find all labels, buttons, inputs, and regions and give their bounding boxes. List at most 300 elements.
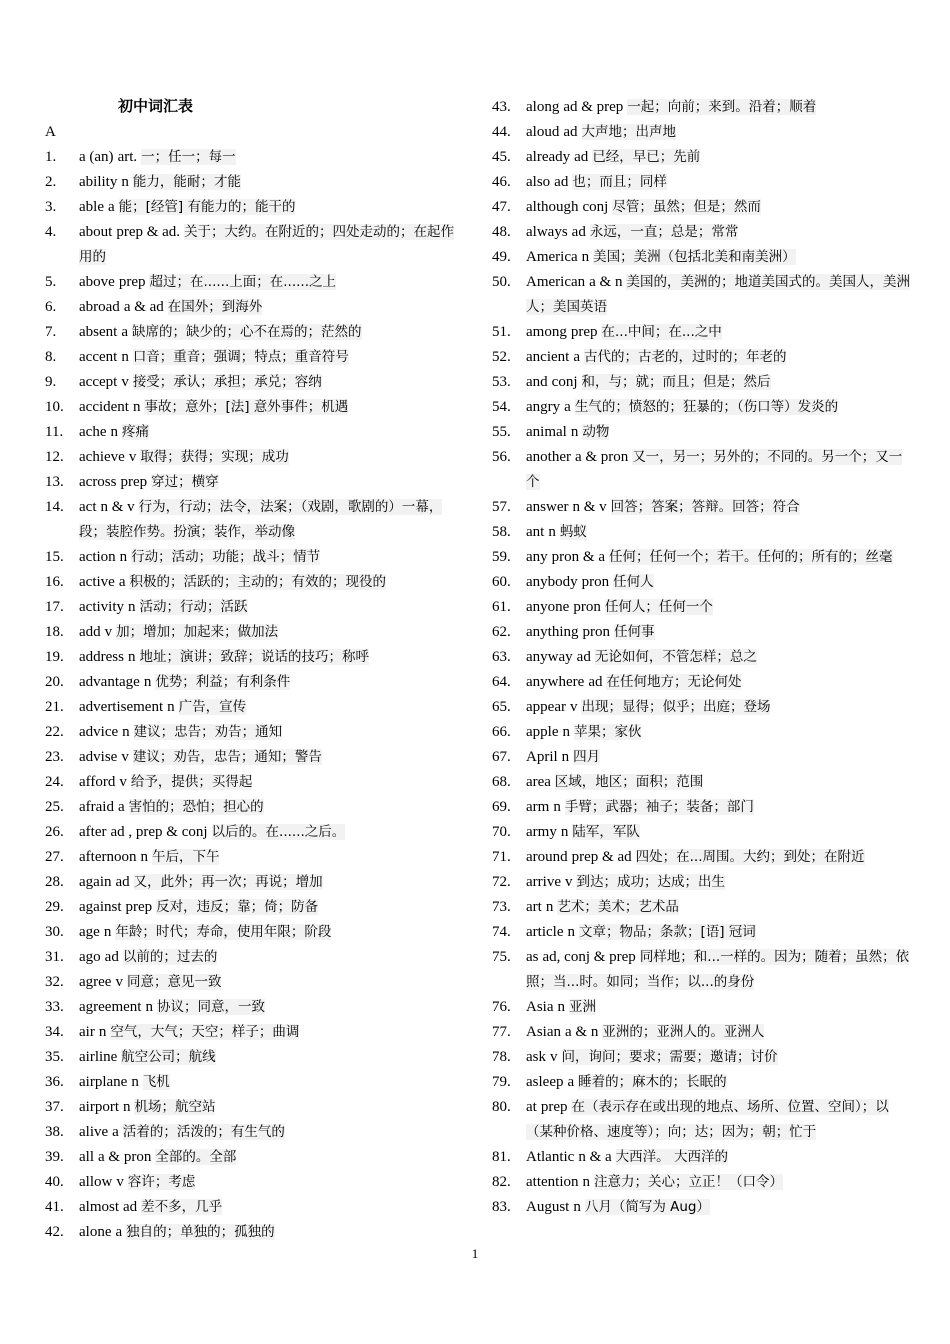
entry-definition: 陆军，军队 xyxy=(572,824,640,840)
entry-definition: 超过；在......上面；在......之上 xyxy=(149,274,336,290)
entry-definition: 回答；答案；答辩。回答；符合 xyxy=(610,499,800,515)
entry-number: 6. xyxy=(45,299,57,315)
entry-definition: 在（表示存在或出现的地点、场所、位置、空间）；以（某种价格、速度等）；向；达；因为；朝；忙于 xyxy=(526,1099,889,1140)
entry-definition: 任何事 xyxy=(614,624,655,640)
entry-part-of-speech: n xyxy=(98,1024,107,1040)
entry-text xyxy=(526,420,910,445)
vocab-entry xyxy=(492,145,910,170)
entry-definition: 无论如何，不管怎样；总之 xyxy=(594,649,757,665)
entry-definition: 接受；承认；承担；承兑；容纳 xyxy=(132,374,322,390)
entry-number: 20. xyxy=(45,674,64,690)
vocab-entry xyxy=(45,145,465,170)
entry-part-of-speech: prep xyxy=(125,899,153,915)
vocab-entry xyxy=(492,670,910,695)
entry-definition: 手臂；武器；袖子；装备；部门 xyxy=(564,799,754,815)
entry-word: April xyxy=(526,749,558,765)
vocab-entry xyxy=(492,220,910,245)
entry-text xyxy=(526,995,910,1020)
vocab-entry xyxy=(45,1195,465,1220)
entry-word: action xyxy=(79,549,116,565)
entry-number: 61. xyxy=(492,599,511,615)
entry-part-of-speech: n xyxy=(132,399,141,415)
entry-definition: 在任何地方；无论何处 xyxy=(606,674,742,690)
entry-part-of-speech: n xyxy=(103,924,112,940)
entry-word: almost xyxy=(79,1199,119,1215)
entry-word: after xyxy=(79,824,107,840)
vocab-entry xyxy=(492,745,910,770)
entry-word: already xyxy=(526,149,571,165)
entry-text xyxy=(526,595,910,620)
entry-definition: 航空公司；航线 xyxy=(121,1049,216,1065)
entry-definition: 任何人；任何一个 xyxy=(604,599,713,615)
entry-part-of-speech: n & v xyxy=(100,499,135,515)
entry-definition: 在...中间；在...之中 xyxy=(601,324,722,340)
entry-word: airline xyxy=(79,1049,118,1065)
entry-part-of-speech: n xyxy=(119,549,128,565)
entry-word: another xyxy=(526,449,571,465)
entry-part-of-speech: ad, conj & prep xyxy=(542,949,636,965)
entry-number: 33. xyxy=(45,999,64,1015)
entry-number: 77. xyxy=(492,1024,511,1040)
entry-word: apple xyxy=(526,724,559,740)
vocab-entry xyxy=(45,795,465,820)
vocab-entry xyxy=(492,195,910,220)
entry-text xyxy=(79,870,465,895)
entry-definition: 又，此外；再一次；再说；增加 xyxy=(133,874,323,890)
vocab-entry xyxy=(492,845,910,870)
entry-part-of-speech: n xyxy=(122,724,130,740)
entry-part-of-speech: art. xyxy=(117,149,138,165)
entry-definition: 区域，地区；面积；范围 xyxy=(554,774,704,790)
entry-word: ancient xyxy=(526,349,570,365)
entry-number: 81. xyxy=(492,1149,511,1165)
vocab-entry xyxy=(45,545,465,570)
entry-part-of-speech: ad xyxy=(104,949,119,965)
entry-part-of-speech: a & pron xyxy=(98,1149,152,1165)
entry-word: Asia xyxy=(526,999,554,1015)
entry-definition: 害怕的；恐怕；担心的 xyxy=(128,799,264,815)
entry-definition: 和，与；就；而且；但是；然后 xyxy=(581,374,771,390)
entry-part-of-speech: ad xyxy=(554,174,569,190)
entry-number: 3. xyxy=(45,199,57,215)
left-column xyxy=(45,120,465,1245)
entry-word: and xyxy=(526,374,548,390)
entry-word: above xyxy=(79,274,115,290)
entry-word: article xyxy=(526,924,564,940)
entry-definition: 能力，能耐；才能 xyxy=(132,174,241,190)
entry-part-of-speech: n xyxy=(121,349,129,365)
entry-part-of-speech: n xyxy=(140,849,148,865)
entry-number: 23. xyxy=(45,749,64,765)
entry-text xyxy=(79,195,465,220)
vocab-entry xyxy=(492,395,910,420)
entry-number: 62. xyxy=(492,624,511,640)
entry-number: 47. xyxy=(492,199,511,215)
entry-definition: 问，询问；要求；需要；邀请；讨价 xyxy=(561,1049,778,1065)
entry-definition: 美国的，美洲的；地道美国式的。美国人，美洲人；美国英语 xyxy=(526,274,910,315)
entry-part-of-speech: n xyxy=(121,174,129,190)
entry-number: 16. xyxy=(45,574,64,590)
entry-part-of-speech: a & n xyxy=(565,1024,599,1040)
entry-definition: 行为，行动；法令，法案；（戏剧，歌剧的）一幕，段；装腔作势。扮演；装作，举动像 xyxy=(79,499,443,540)
entry-word: active xyxy=(79,574,115,590)
entry-part-of-speech: prep & ad. xyxy=(116,224,181,240)
vocab-entry xyxy=(45,270,465,295)
entry-part-of-speech: n & v xyxy=(572,499,607,515)
entry-text xyxy=(79,270,465,295)
entry-text xyxy=(526,870,910,895)
entry-number: 24. xyxy=(45,774,64,790)
entry-number: 58. xyxy=(492,524,511,540)
entry-definition: 一；任一；每一 xyxy=(141,149,236,165)
entry-definition: 建议；忠告；劝告；通知 xyxy=(133,724,283,740)
vocab-entry xyxy=(492,95,910,120)
entry-part-of-speech: n xyxy=(167,699,175,715)
entry-part-of-speech: ad , prep & conj xyxy=(110,824,208,840)
entry-text xyxy=(79,495,465,545)
entry-number: 64. xyxy=(492,674,511,690)
entry-part-of-speech: n xyxy=(581,249,590,265)
entry-part-of-speech: n xyxy=(143,674,152,690)
entry-definition: 口音；重音；强调；特点；重音符号 xyxy=(132,349,349,365)
vocab-entry xyxy=(492,645,910,670)
entry-text xyxy=(526,845,910,870)
entry-word: anybody xyxy=(526,574,578,590)
entry-number: 63. xyxy=(492,649,511,665)
vocab-entry xyxy=(492,495,910,520)
entry-number: 67. xyxy=(492,749,511,765)
entry-definition: 加；增加；加起来；做加法 xyxy=(116,624,279,640)
vocab-entry xyxy=(45,170,465,195)
entry-text xyxy=(526,520,910,545)
entry-word: ask xyxy=(526,1049,546,1065)
entry-number: 30. xyxy=(45,924,64,940)
entry-text xyxy=(79,1070,465,1095)
entry-text xyxy=(79,995,465,1020)
entry-word: along xyxy=(526,99,560,115)
entry-number: 32. xyxy=(45,974,64,990)
vocab-entry xyxy=(45,295,465,320)
entry-word: anyway xyxy=(526,649,573,665)
entry-part-of-speech: prep xyxy=(540,1099,568,1115)
entry-text xyxy=(79,970,465,995)
entry-definition: 容许；考虑 xyxy=(127,1174,196,1190)
entry-definition: 文章；物品；条款；[语] 冠词 xyxy=(578,924,756,940)
entry-word: absent xyxy=(79,324,118,340)
entry-part-of-speech: n & a xyxy=(578,1149,612,1165)
entry-definition: 机场；航空站 xyxy=(134,1099,216,1115)
vocab-entry xyxy=(492,570,910,595)
entry-number: 29. xyxy=(45,899,64,915)
vocab-entry xyxy=(492,945,910,995)
vocab-entry xyxy=(492,420,910,445)
entry-definition: 已经，早已；先前 xyxy=(592,149,701,165)
entry-part-of-speech: n xyxy=(128,599,136,615)
entry-part-of-speech: ad xyxy=(115,874,130,890)
entry-number: 17. xyxy=(45,599,64,615)
entry-definition: 以后的。在......之后。 xyxy=(211,824,346,840)
entry-text xyxy=(526,370,910,395)
entry-text xyxy=(79,895,465,920)
entry-text xyxy=(79,445,465,470)
entry-part-of-speech: a xyxy=(107,199,115,215)
vocab-entry xyxy=(492,170,910,195)
entry-part-of-speech: v xyxy=(569,699,578,715)
entry-definition: 穿过；横穿 xyxy=(151,474,219,490)
entry-word: among xyxy=(526,324,567,340)
vocab-entry xyxy=(45,420,465,445)
entry-number: 78. xyxy=(492,1049,511,1065)
entry-text xyxy=(79,1095,465,1120)
entry-definition: 苹果；家伙 xyxy=(573,724,642,740)
entry-number: 70. xyxy=(492,824,511,840)
entry-part-of-speech: pron xyxy=(581,574,610,590)
entry-word: asleep xyxy=(526,1074,564,1090)
entry-part-of-speech: v xyxy=(550,1049,558,1065)
entry-definition: 飞机 xyxy=(142,1074,170,1090)
entry-part-of-speech: prep xyxy=(570,324,598,340)
entry-number: 83. xyxy=(492,1199,511,1215)
entry-word: ability xyxy=(79,174,118,190)
entry-number: 57. xyxy=(492,499,511,515)
vocab-entry xyxy=(492,1020,910,1045)
vocab-entry xyxy=(492,545,910,570)
vocab-entry xyxy=(492,345,910,370)
entry-text xyxy=(79,395,465,420)
vocab-entry xyxy=(492,370,910,395)
entry-part-of-speech: a xyxy=(567,1074,575,1090)
entry-text xyxy=(79,820,465,845)
entry-part-of-speech: n xyxy=(560,824,569,840)
entry-number: 26. xyxy=(45,824,64,840)
entry-text xyxy=(79,345,465,370)
entry-word: at xyxy=(526,1099,537,1115)
entry-word: Asian xyxy=(526,1024,561,1040)
entry-word: against xyxy=(79,899,122,915)
vocab-entry xyxy=(492,520,910,545)
entry-text xyxy=(526,170,910,195)
entry-number: 53. xyxy=(492,374,511,390)
vocab-entry xyxy=(45,495,465,545)
entry-text xyxy=(526,1145,910,1170)
entry-text xyxy=(79,1170,465,1195)
entry-part-of-speech: a xyxy=(573,349,580,365)
entry-definition: 一起；向前；来到。沿着；顺着 xyxy=(627,99,817,115)
entry-number: 37. xyxy=(45,1099,64,1115)
entry-number: 65. xyxy=(492,699,511,715)
entry-number: 31. xyxy=(45,949,64,965)
entry-text xyxy=(526,270,910,320)
entry-text xyxy=(526,795,910,820)
entry-part-of-speech: a xyxy=(115,1224,123,1240)
entry-text xyxy=(526,570,910,595)
entry-number: 14. xyxy=(45,499,64,515)
vocab-entry xyxy=(45,1220,465,1245)
entry-definition: 艺术；美术；艺术品 xyxy=(557,899,679,915)
vocab-entry xyxy=(492,120,910,145)
vocab-entry xyxy=(492,245,910,270)
entry-word: age xyxy=(79,924,100,940)
entry-word: advertisement xyxy=(79,699,164,715)
entry-part-of-speech: n xyxy=(110,424,118,440)
entry-number: 34. xyxy=(45,1024,64,1040)
entry-number: 80. xyxy=(492,1099,511,1115)
entry-number: 28. xyxy=(45,874,64,890)
vocab-entry xyxy=(492,820,910,845)
entry-word: alive xyxy=(79,1124,109,1140)
vocab-entry xyxy=(45,870,465,895)
entry-definition: 午后，下午 xyxy=(151,849,220,865)
entry-part-of-speech: a xyxy=(112,1124,119,1140)
entry-text xyxy=(79,470,465,495)
entry-text xyxy=(526,1195,910,1220)
entry-definition: 取得；获得；实现；成功 xyxy=(140,449,289,465)
entry-text xyxy=(79,1120,465,1145)
entry-word: ant xyxy=(526,524,545,540)
entry-definition: 能；[经管] 有能力的；能干的 xyxy=(118,199,296,215)
entry-part-of-speech: n xyxy=(545,899,554,915)
vocab-entry xyxy=(45,820,465,845)
entry-part-of-speech: n xyxy=(561,749,570,765)
entry-definition: 任何人 xyxy=(613,574,654,590)
entry-text xyxy=(526,320,910,345)
entry-word: although xyxy=(526,199,579,215)
entry-text xyxy=(526,820,910,845)
entry-part-of-speech: a xyxy=(117,799,125,815)
entry-definition: 年龄；时代；寿命，使用年限；阶段 xyxy=(115,924,332,940)
entry-word: a (an) xyxy=(79,149,114,165)
entry-text xyxy=(79,1045,465,1070)
entry-text xyxy=(526,195,910,220)
entry-definition: 活着的；活泼的；有生气的 xyxy=(122,1124,285,1140)
entry-text xyxy=(526,670,910,695)
entry-number: 11. xyxy=(45,424,64,440)
entry-text xyxy=(526,645,910,670)
entry-number: 55. xyxy=(492,424,511,440)
entry-text xyxy=(79,620,465,645)
entry-word: anything xyxy=(526,624,579,640)
entry-text xyxy=(526,1095,910,1145)
vocab-entry xyxy=(492,445,910,495)
entry-part-of-speech: ad xyxy=(588,674,603,690)
entry-number: 79. xyxy=(492,1074,511,1090)
vocab-entry xyxy=(45,370,465,395)
vocab-entry xyxy=(45,1120,465,1145)
vocab-entry xyxy=(45,970,465,995)
entry-definition: 也；而且；同样 xyxy=(572,174,667,190)
vocab-entry xyxy=(492,870,910,895)
entry-number: 51. xyxy=(492,324,511,340)
entry-word: again xyxy=(79,874,112,890)
entry-text xyxy=(526,1170,910,1195)
entry-part-of-speech: n xyxy=(131,1074,139,1090)
entry-number: 19. xyxy=(45,649,64,665)
entry-number: 38. xyxy=(45,1124,64,1140)
entry-definition: 大声地；出声地 xyxy=(581,124,676,140)
entry-number: 36. xyxy=(45,1074,64,1090)
entry-number: 8. xyxy=(45,349,57,365)
entry-definition: 古代的；古老的，过时的；年老的 xyxy=(583,349,787,365)
entry-definition: 四月 xyxy=(573,749,601,765)
vocab-entry xyxy=(45,720,465,745)
vocab-entry xyxy=(45,845,465,870)
entry-text xyxy=(526,1070,910,1095)
entry-definition: 积极的；活跃的；主动的；有效的；现役的 xyxy=(129,574,386,590)
entry-definition: 给予，提供；买得起 xyxy=(130,774,253,790)
entry-word: anyone xyxy=(526,599,570,615)
vocab-entry xyxy=(492,320,910,345)
vocab-entry xyxy=(45,445,465,470)
entry-definition: 反对，违反；靠；倚；防备 xyxy=(156,899,319,915)
entry-part-of-speech: ad & prep xyxy=(563,99,624,115)
entry-number: 41. xyxy=(45,1199,64,1215)
entry-number: 42. xyxy=(45,1224,64,1240)
vocab-entry xyxy=(492,1045,910,1070)
entry-word: accident xyxy=(79,399,129,415)
entry-text xyxy=(79,220,465,270)
entry-word: advice xyxy=(79,724,119,740)
entry-part-of-speech: n xyxy=(562,724,570,740)
vocab-entry xyxy=(45,1020,465,1045)
entry-text xyxy=(526,720,910,745)
entry-definition: 出现；显得；似乎；出庭；登场 xyxy=(581,699,771,715)
entry-word: always xyxy=(526,224,568,240)
entry-number: 39. xyxy=(45,1149,64,1165)
entry-word: area xyxy=(526,774,551,790)
vocab-entry xyxy=(45,620,465,645)
entry-word: address xyxy=(79,649,124,665)
entry-word: advise xyxy=(79,749,118,765)
entry-number: 44. xyxy=(492,124,511,140)
entry-word: airport xyxy=(79,1099,119,1115)
entry-definition: 蚂蚁 xyxy=(559,524,587,540)
entry-word: around xyxy=(526,849,568,865)
entry-word: agree xyxy=(79,974,112,990)
entry-text xyxy=(526,245,910,270)
entry-number: 76. xyxy=(492,999,511,1015)
entry-number: 43. xyxy=(492,99,511,115)
entry-text xyxy=(526,495,910,520)
entry-text xyxy=(526,345,910,370)
entry-definition: 全部的。全部 xyxy=(155,1149,237,1165)
vocab-entry xyxy=(492,695,910,720)
entry-definition: 同意；意见一致 xyxy=(126,974,222,990)
section-letter: A xyxy=(45,124,56,140)
entry-number: 71. xyxy=(492,849,511,865)
entry-part-of-speech: n xyxy=(128,649,136,665)
entry-part-of-speech: v xyxy=(119,774,127,790)
entry-definition: 协议；同意，一致 xyxy=(156,999,265,1015)
entry-word: afternoon xyxy=(79,849,137,865)
vocab-entry xyxy=(492,920,910,945)
vocab-entry xyxy=(492,1070,910,1095)
entry-text xyxy=(79,595,465,620)
entry-definition: 到达；成功；达成；出生 xyxy=(576,874,725,890)
entry-text xyxy=(79,845,465,870)
vocab-entry xyxy=(45,570,465,595)
page-number: 1 xyxy=(471,1246,479,1261)
entry-word: afraid xyxy=(79,799,114,815)
vocab-entry xyxy=(45,745,465,770)
entry-definition: 大西洋。 大西洋的 xyxy=(615,1149,728,1165)
entry-number: 73. xyxy=(492,899,511,915)
entry-text xyxy=(526,220,910,245)
left-entry-list xyxy=(45,145,465,1245)
entry-number: 18. xyxy=(45,624,64,640)
entry-definition: 地址；演讲；致辞；说话的技巧；称呼 xyxy=(139,649,369,665)
entry-definition: 尽管；虽然；但是；然而 xyxy=(612,199,761,215)
entry-number: 45. xyxy=(492,149,511,165)
